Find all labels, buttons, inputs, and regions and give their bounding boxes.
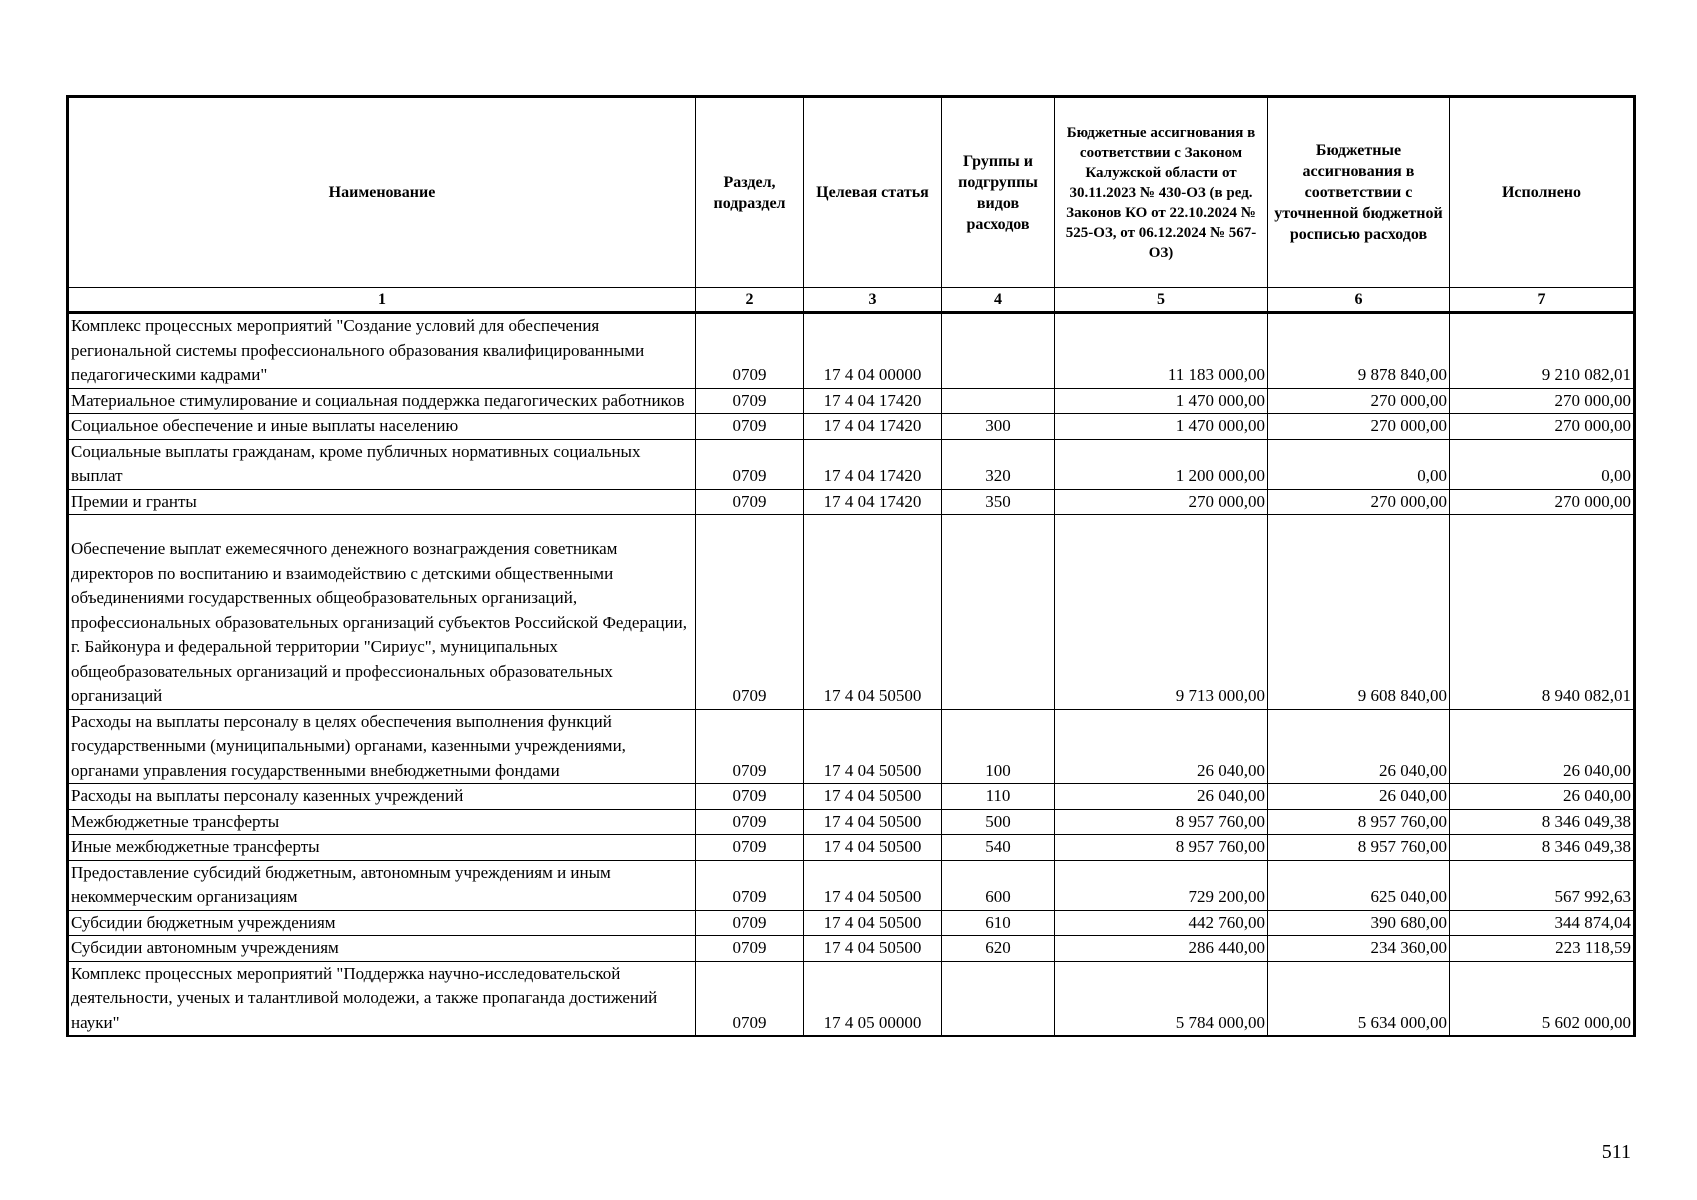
row-executed-amount: 9 210 082,01 <box>1450 313 1635 389</box>
row-executed-amount: 344 874,04 <box>1450 910 1635 936</box>
table-row <box>68 515 1635 710</box>
table-row <box>68 388 1635 414</box>
row-name: Предоставление субсидий бюджетным, автономным учреждениям и иным некоммерческим организациям <box>68 860 696 910</box>
row-target: 17 4 04 17420 <box>804 489 942 515</box>
table-row <box>68 910 1635 936</box>
row-group: 350 <box>942 489 1055 515</box>
budget-table <box>66 95 1636 1037</box>
row-section: 0709 <box>696 313 804 389</box>
row-executed-amount: 0,00 <box>1450 439 1635 489</box>
row-name: Расходы на выплаты персоналу в целях обеспечения выполнения функций государственными (муниципальными) органами, казенными учреждениями, органами управления государственными внебюджетными фондами <box>68 709 696 784</box>
row-group <box>942 388 1055 414</box>
header-groups: Группы и подгруппы видов расходов <box>942 97 1055 288</box>
row-law-amount: 1 470 000,00 <box>1055 388 1268 414</box>
table-row <box>68 835 1635 861</box>
row-name: Межбюджетные трансферты <box>68 809 696 835</box>
row-section: 0709 <box>696 936 804 962</box>
row-law-amount: 1 470 000,00 <box>1055 414 1268 440</box>
row-name: Расходы на выплаты персоналу казенных учреждений <box>68 784 696 810</box>
table-header <box>68 97 1635 313</box>
row-target: 17 4 04 50500 <box>804 784 942 810</box>
row-section: 0709 <box>696 515 804 710</box>
row-target: 17 4 05 00000 <box>804 961 942 1036</box>
row-target: 17 4 04 50500 <box>804 936 942 962</box>
row-section: 0709 <box>696 709 804 784</box>
row-law-amount: 8 957 760,00 <box>1055 835 1268 861</box>
header-section: Раздел, подраздел <box>696 97 804 288</box>
row-group <box>942 313 1055 389</box>
row-schedule-amount: 390 680,00 <box>1268 910 1450 936</box>
row-group: 110 <box>942 784 1055 810</box>
page-number: 511 <box>1601 1141 1631 1163</box>
row-law-amount: 729 200,00 <box>1055 860 1268 910</box>
row-executed-amount: 270 000,00 <box>1450 388 1635 414</box>
row-name: Премии и гранты <box>68 489 696 515</box>
row-name: Комплекс процессных мероприятий "Поддержка научно-исследовательской деятельности, ученых и талантливой молодежи, а также пропаганда достижений науки" <box>68 961 696 1036</box>
row-name: Субсидии бюджетным учреждениям <box>68 910 696 936</box>
table-row <box>68 439 1635 489</box>
row-executed-amount: 5 602 000,00 <box>1450 961 1635 1036</box>
row-name: Социальные выплаты гражданам, кроме публичных нормативных социальных выплат <box>68 439 696 489</box>
table-row <box>68 489 1635 515</box>
row-law-amount: 8 957 760,00 <box>1055 809 1268 835</box>
row-name: Иные межбюджетные трансферты <box>68 835 696 861</box>
row-target: 17 4 04 50500 <box>804 515 942 710</box>
row-section: 0709 <box>696 910 804 936</box>
table-row <box>68 414 1635 440</box>
row-law-amount: 5 784 000,00 <box>1055 961 1268 1036</box>
row-target: 17 4 04 17420 <box>804 414 942 440</box>
row-schedule-amount: 270 000,00 <box>1268 388 1450 414</box>
row-section: 0709 <box>696 835 804 861</box>
row-schedule-amount: 9 608 840,00 <box>1268 515 1450 710</box>
row-schedule-amount: 8 957 760,00 <box>1268 809 1450 835</box>
row-law-amount: 26 040,00 <box>1055 709 1268 784</box>
row-name: Обеспечение выплат ежемесячного денежного вознаграждения советникам директоров по воспитанию и взаимодействию с детскими общественными объединениями государственных общеобразовательных организаций, профессиональных образовательных организаций субъектов Российской Федерации, г. Байконура и федеральной территории "Сириус", муниципальных общеобразовательных организаций и профессиональных образовательных организаций <box>68 515 696 710</box>
row-schedule-amount: 26 040,00 <box>1268 784 1450 810</box>
column-number: 1 <box>68 288 696 313</box>
row-executed-amount: 567 992,63 <box>1450 860 1635 910</box>
column-number: 5 <box>1055 288 1268 313</box>
table-row <box>68 936 1635 962</box>
row-target: 17 4 04 17420 <box>804 439 942 489</box>
header-schedule-allocation: Бюджетные ассигнования в соответствии с уточненной бюджетной росписью расходов <box>1268 97 1450 288</box>
table-row <box>68 809 1635 835</box>
row-group: 620 <box>942 936 1055 962</box>
row-law-amount: 270 000,00 <box>1055 489 1268 515</box>
row-group <box>942 515 1055 710</box>
row-law-amount: 26 040,00 <box>1055 784 1268 810</box>
row-law-amount: 11 183 000,00 <box>1055 313 1268 389</box>
header-law-allocation: Бюджетные ассигнования в соответствии с Законом Калужской области от 30.11.2023 № 430-ОЗ (в ред. Законов КО от 22.10.2024 № 525-ОЗ, от 06.12.2024 № 567-ОЗ) <box>1055 97 1268 288</box>
row-group: 540 <box>942 835 1055 861</box>
row-executed-amount: 26 040,00 <box>1450 709 1635 784</box>
row-name: Комплекс процессных мероприятий "Создание условий для обеспечения региональной системы профессионального образования квалифицированными педагогическими кадрами" <box>68 313 696 389</box>
row-target: 17 4 04 50500 <box>804 709 942 784</box>
row-schedule-amount: 270 000,00 <box>1268 489 1450 515</box>
row-executed-amount: 26 040,00 <box>1450 784 1635 810</box>
column-number: 4 <box>942 288 1055 313</box>
row-executed-amount: 8 940 082,01 <box>1450 515 1635 710</box>
header-executed: Исполнено <box>1450 97 1635 288</box>
row-schedule-amount: 270 000,00 <box>1268 414 1450 440</box>
column-number: 2 <box>696 288 804 313</box>
row-group: 500 <box>942 809 1055 835</box>
row-group: 610 <box>942 910 1055 936</box>
table-row <box>68 961 1635 1036</box>
row-target: 17 4 04 00000 <box>804 313 942 389</box>
row-group: 100 <box>942 709 1055 784</box>
row-executed-amount: 270 000,00 <box>1450 489 1635 515</box>
row-name: Социальное обеспечение и иные выплаты населению <box>68 414 696 440</box>
row-section: 0709 <box>696 489 804 515</box>
header-name: Наименование <box>68 97 696 288</box>
row-schedule-amount: 5 634 000,00 <box>1268 961 1450 1036</box>
row-group: 320 <box>942 439 1055 489</box>
row-name: Материальное стимулирование и социальная поддержка педагогических работников <box>68 388 696 414</box>
row-law-amount: 9 713 000,00 <box>1055 515 1268 710</box>
row-executed-amount: 8 346 049,38 <box>1450 809 1635 835</box>
column-number-row <box>68 288 1635 313</box>
row-executed-amount: 8 346 049,38 <box>1450 835 1635 861</box>
row-schedule-amount: 26 040,00 <box>1268 709 1450 784</box>
row-target: 17 4 04 50500 <box>804 910 942 936</box>
column-number: 6 <box>1268 288 1450 313</box>
table-row <box>68 313 1635 389</box>
row-section: 0709 <box>696 784 804 810</box>
row-schedule-amount: 234 360,00 <box>1268 936 1450 962</box>
row-law-amount: 442 760,00 <box>1055 910 1268 936</box>
row-target: 17 4 04 50500 <box>804 860 942 910</box>
table-body <box>68 313 1635 1037</box>
table-row <box>68 709 1635 784</box>
row-section: 0709 <box>696 961 804 1036</box>
row-section: 0709 <box>696 809 804 835</box>
header-row <box>68 97 1635 288</box>
row-law-amount: 286 440,00 <box>1055 936 1268 962</box>
row-schedule-amount: 9 878 840,00 <box>1268 313 1450 389</box>
column-number: 3 <box>804 288 942 313</box>
row-executed-amount: 270 000,00 <box>1450 414 1635 440</box>
table-row <box>68 860 1635 910</box>
row-schedule-amount: 8 957 760,00 <box>1268 835 1450 861</box>
row-schedule-amount: 0,00 <box>1268 439 1450 489</box>
row-law-amount: 1 200 000,00 <box>1055 439 1268 489</box>
header-target: Целевая статья <box>804 97 942 288</box>
row-name: Субсидии автономным учреждениям <box>68 936 696 962</box>
row-section: 0709 <box>696 388 804 414</box>
row-target: 17 4 04 50500 <box>804 835 942 861</box>
row-section: 0709 <box>696 860 804 910</box>
row-section: 0709 <box>696 439 804 489</box>
table-row <box>68 784 1635 810</box>
row-group: 300 <box>942 414 1055 440</box>
row-group <box>942 961 1055 1036</box>
row-target: 17 4 04 50500 <box>804 809 942 835</box>
row-executed-amount: 223 118,59 <box>1450 936 1635 962</box>
row-target: 17 4 04 17420 <box>804 388 942 414</box>
row-group: 600 <box>942 860 1055 910</box>
row-schedule-amount: 625 040,00 <box>1268 860 1450 910</box>
column-number: 7 <box>1450 288 1635 313</box>
row-section: 0709 <box>696 414 804 440</box>
